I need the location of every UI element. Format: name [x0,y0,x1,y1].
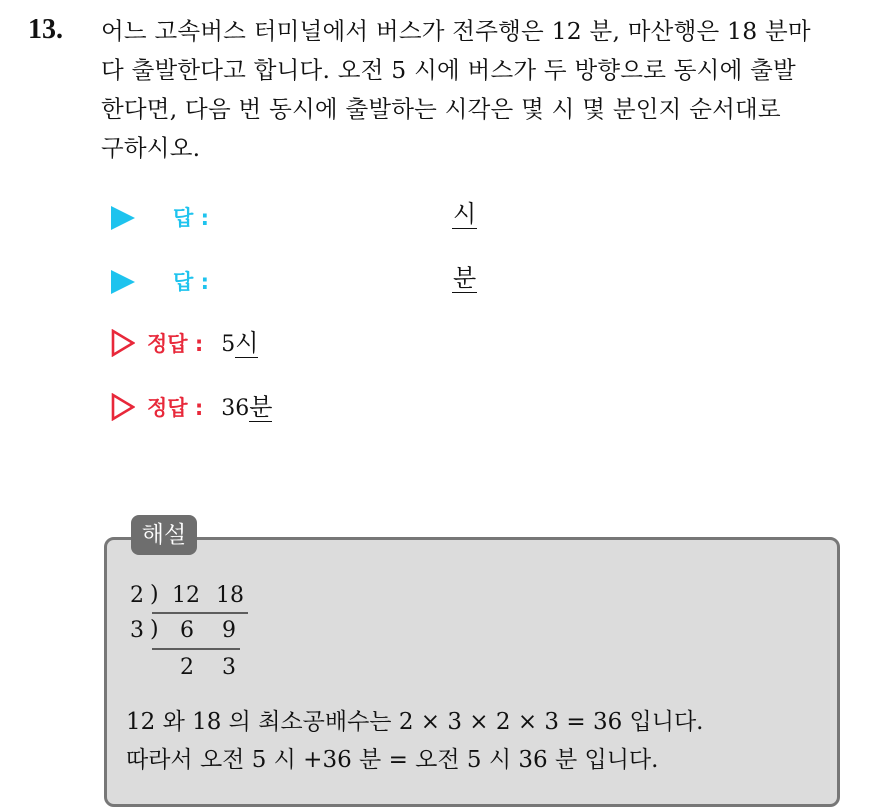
quotient: 2 [180,655,194,680]
solution-value [221,393,272,421]
explanation-line: 12 와 18 의 최소공배수는 2 × 3 × 2 × 3 = 36 입니다. [126,709,704,735]
solution-row-hour [111,325,258,361]
answer-label: 답 : [173,270,209,294]
divisor: 3 [130,618,144,643]
solution-value [221,329,258,357]
answer-row-minute [111,264,477,300]
division-bracket: ) [150,617,159,642]
dividend: 18 [216,583,244,608]
solution-number: 5 [221,332,236,357]
question-line: 어느 고속버스 터미널에서 버스가 전주행은 12 분, 마산행은 18 분마 [101,17,811,45]
answer-row-hour [111,200,477,236]
outline-triangle-icon [111,329,135,357]
explanation-line: 따라서 오전 5 시 +36 분 = 오전 5 시 36 분 입니다. [126,747,659,773]
play-triangle-icon [111,270,135,294]
quotient: 3 [222,655,236,680]
question-line: 다 출발한다고 합니다. 오전 5 시에 버스가 두 방향으로 동시에 출발 [101,56,796,84]
explanation-tag: 해설 [131,515,197,555]
solution-unit: 분 [249,393,273,421]
question-line: 한다면, 다음 번 동시에 출발하는 시각은 몇 시 몇 분인지 순서대로 [101,95,781,123]
question-text [101,12,871,168]
solution-row-minute [111,389,272,425]
solution-label: 정답 : [147,332,204,356]
dividend: 12 [172,583,200,608]
dividend: 6 [180,618,194,643]
divisor: 2 [130,583,144,608]
question-line: 구하시오. [101,134,201,162]
dividend: 9 [222,618,236,643]
play-triangle-icon [111,206,135,230]
answer-label: 답 : [173,206,209,230]
solution-number: 36 [221,396,250,421]
solution-label: 정답 : [147,396,204,420]
solution-unit: 시 [235,329,259,357]
outline-triangle-icon [111,393,135,421]
division-bracket: ) [150,582,159,607]
question-number: 13. [28,14,63,45]
answer-unit-blank[interactable]: 분 [453,264,477,292]
answer-unit-blank[interactable]: 시 [453,200,477,228]
